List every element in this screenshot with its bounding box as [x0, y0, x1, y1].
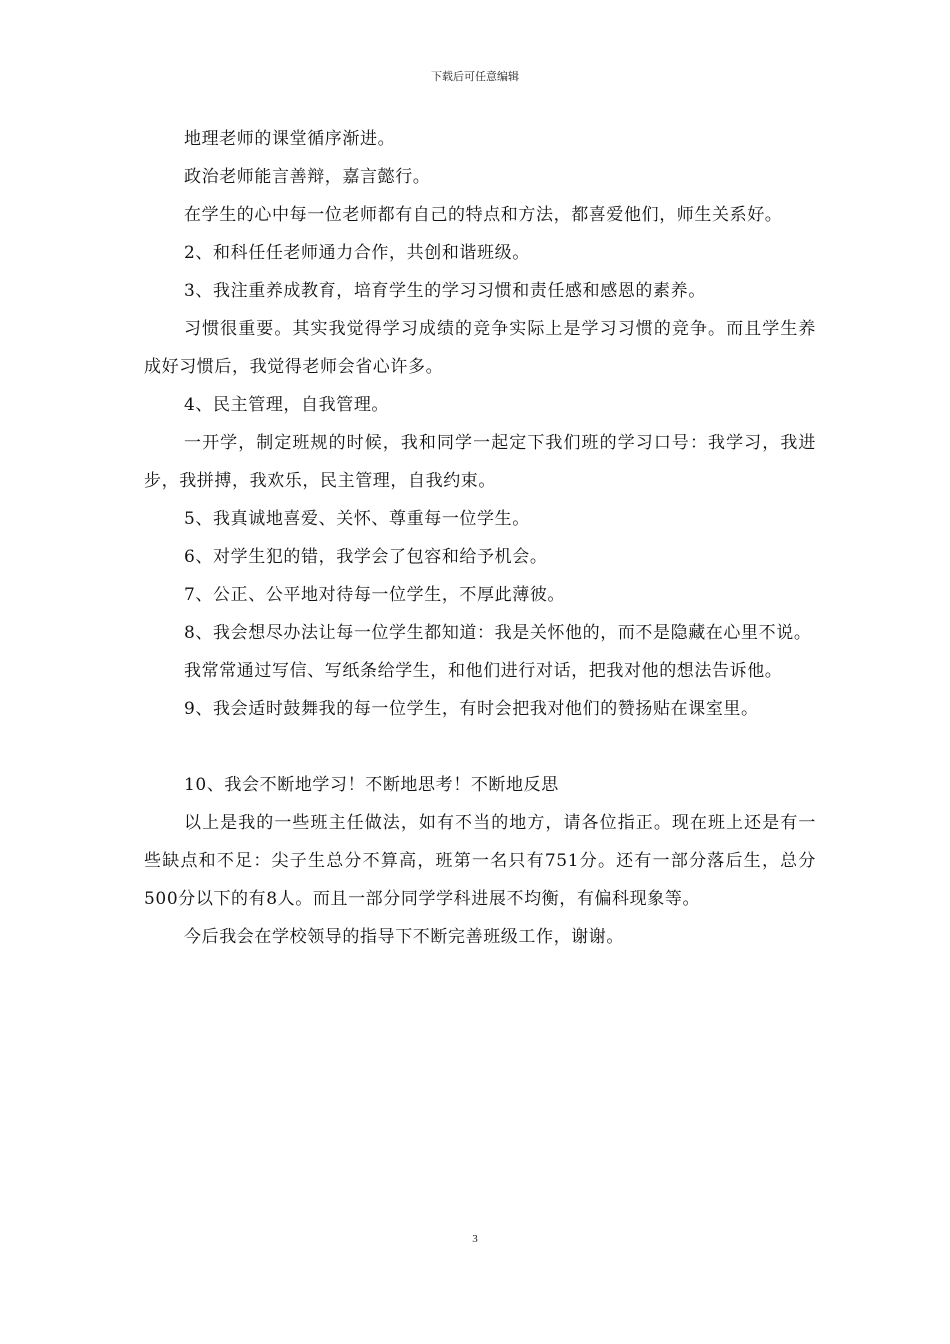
paragraph: 习惯很重要。其实我觉得学习成绩的竞争实际上是学习习惯的竞争。而且学生养成好习惯后，我觉得老师会省心许多。: [144, 319, 816, 377]
paragraph: 以上是我的一些班主任做法，如有不当的地方，请各位指正。现在班上还是有一些缺点和不足：尖子生总分不算高，班第一名只有751分。还有一部分落后生，总分500分以下的有8人。而且一部分同学学科进展不均衡，有偏科现象等。: [144, 813, 816, 909]
paragraph: 地理老师的课堂循序渐进。: [184, 129, 396, 149]
paragraph: 我常常通过写信、写纸条给学生，和他们进行对话，把我对他的想法告诉他。: [184, 661, 783, 681]
paragraph: 7、公正、公平地对待每一位学生，不厚此薄彼。: [184, 585, 566, 605]
paragraph: 在学生的心中每一位老师都有自己的特点和方法，都喜爱他们，师生关系好。: [184, 205, 783, 225]
blank-line: [144, 728, 816, 766]
paragraph: 一开学，制定班规的时候，我和同学一起定下我们班的学习口号：我学习，我进步，我拼搏，我欢乐，民主管理，自我约束。: [144, 433, 816, 491]
page-header: 下载后可任意编辑: [431, 70, 519, 83]
paragraph: 今后我会在学校领导的指导下不断完善班级工作，谢谢。: [184, 927, 624, 947]
paragraph: 2、和科任任老师通力合作，共创和谐班级。: [184, 243, 530, 263]
paragraph: 3、我注重养成教育，培育学生的学习习惯和责任感和感恩的素养。: [184, 281, 706, 301]
paragraph: 5、我真诚地喜爱、关怀、尊重每一位学生。: [184, 509, 530, 529]
paragraph: 4、民主管理，自我管理。: [184, 395, 390, 415]
page-number: 3: [472, 1233, 478, 1245]
paragraph: 10、我会不断地学习！不断地思考！不断地反思: [184, 775, 559, 795]
paragraph: 8、我会想尽办法让每一位学生都知道：我是关怀他的，而不是隐藏在心里不说。: [184, 623, 812, 643]
document-body: [144, 120, 816, 956]
paragraph: 9、我会适时鼓舞我的每一位学生，有时会把我对他们的赞扬贴在课室里。: [184, 699, 759, 719]
paragraph: 政治老师能言善辩，嘉言懿行。: [184, 167, 431, 187]
paragraph: 6、对学生犯的错，我学会了包容和给予机会。: [184, 547, 548, 567]
